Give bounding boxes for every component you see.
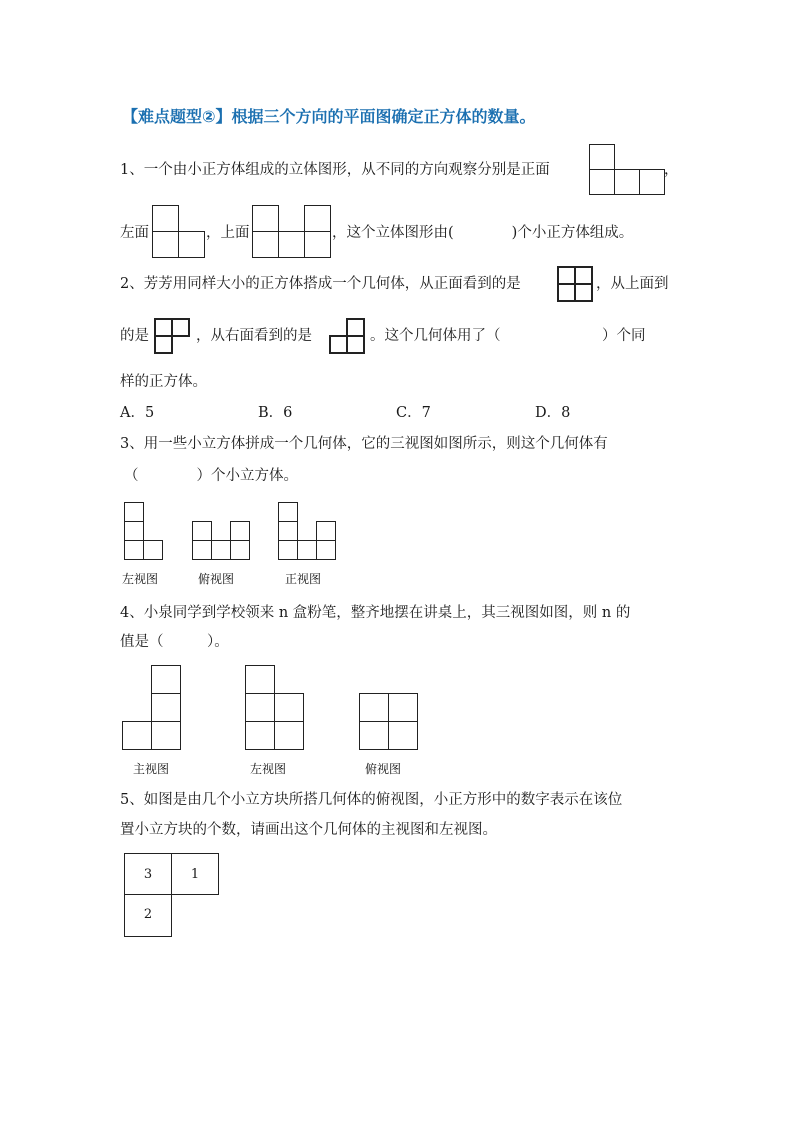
q3-left-view-caption: 左视图 xyxy=(122,572,159,586)
q2-line1-b: ，从上面到 xyxy=(596,276,669,292)
q5-number-2: 2 xyxy=(143,907,153,922)
q5-line1: 5、如图是由几个小立方块所搭几何体的俯视图，小正方形中的数字表示在该位 xyxy=(120,792,623,808)
q2-line1-a: 2、芳芳用同样大小的正方体搭成一个几何体，从正面看到的是 xyxy=(120,276,521,292)
q2-option-a: A．5 xyxy=(120,405,155,421)
q4-left-view-caption: 左视图 xyxy=(250,762,287,776)
q1-line2-rest: ，这个立体图形由( )个小正方体组成。 xyxy=(332,225,634,241)
q2-option-b: B．6 xyxy=(258,405,293,421)
q2-line2-c: 。这个几何体用了（ ）个同 xyxy=(370,328,646,344)
q1-top-label: ，上面 xyxy=(206,225,250,241)
q1-line1: 1、一个由小正方体组成的立体图形，从不同的方向观察分别是正面 xyxy=(120,162,550,178)
q2-line2-a: 的是 xyxy=(120,328,149,344)
q1-comma: ， xyxy=(664,162,679,178)
q4-line2: 值是（ ）。 xyxy=(120,634,229,650)
q1-left-label: 左面 xyxy=(120,225,149,241)
q5-number-3: 3 xyxy=(143,867,153,882)
q2-option-c: C．7 xyxy=(396,405,431,421)
q3-line1: 3、用一些小立方体拼成一个几何体，它的三视图如图所示，则这个几何体有 xyxy=(120,436,608,452)
q4-main-view-caption: 主视图 xyxy=(133,762,170,776)
q2-line3: 样的正方体。 xyxy=(120,374,207,390)
section-title: 【难点题型②】根据三个方向的平面图确定正方体的数量。 xyxy=(122,107,536,126)
q2-option-d: D．8 xyxy=(535,405,571,421)
q2-line2-b: ，从右面看到的是 xyxy=(196,328,312,344)
q4-line1: 4、小泉同学到学校领来 n 盒粉笔，整齐地摆在讲桌上，其三视图如图，则 n 的 xyxy=(120,605,631,621)
q3-front-view-caption: 正视图 xyxy=(285,572,322,586)
q5-number-1: 1 xyxy=(190,867,200,882)
q3-top-view-caption: 俯视图 xyxy=(198,572,235,586)
q4-top-view-caption: 俯视图 xyxy=(365,762,402,776)
q5-line2: 置小立方块的个数，请画出这个几何体的主视图和左视图。 xyxy=(120,822,497,838)
q3-line2: （ ）个小立方体。 xyxy=(124,468,298,484)
